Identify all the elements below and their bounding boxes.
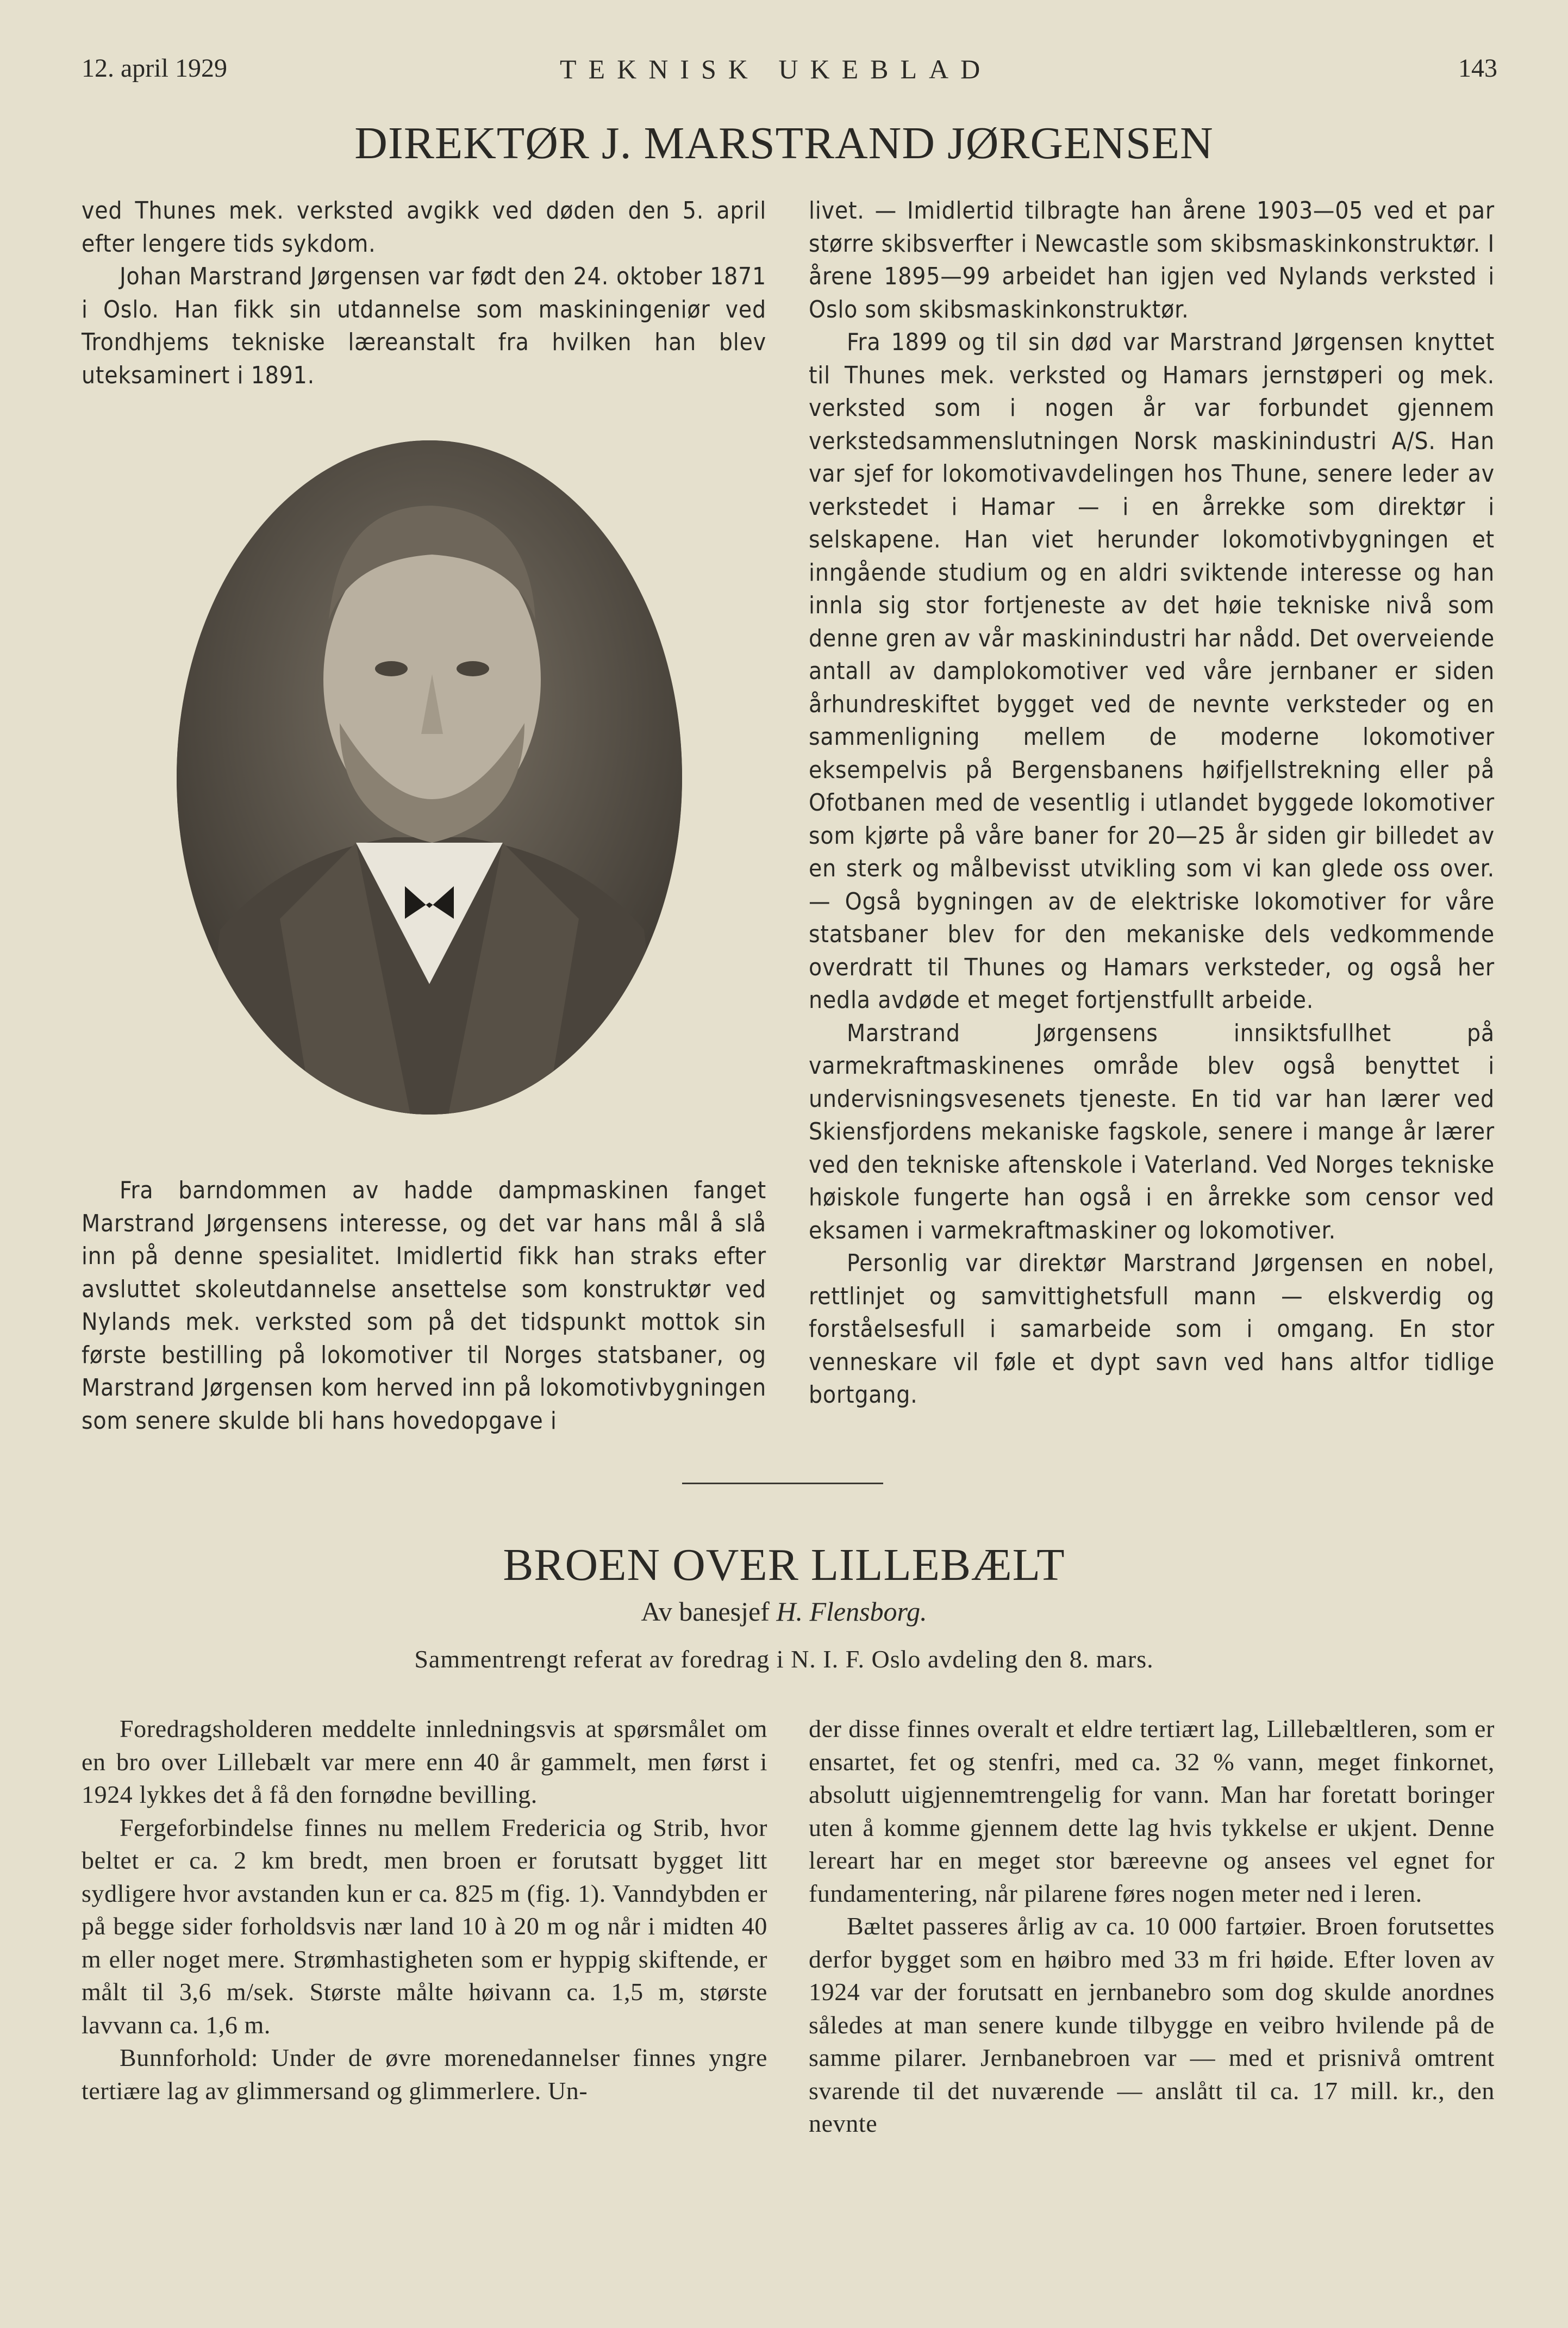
- paragraph: Fra barndommen av hadde dampmaskinen fanget Marstrand Jørgensens interesse, og det var hans mål å slå inn på denne spesialitet. Imidlertid fikk han straks efter avsluttet skoleutdannelse ansettelse som konstruktør ved Nylands mek. verksted som på det tidspunkt mottok sin første bestilling på lokomotiver til Norges statsbaner, og Marstrand Jørgensen kom herved inn på lokomotivbygningen som senere skulde bli hans hovedopgave i: [82, 1177, 766, 1435]
- article2-column1: [82, 1713, 767, 2107]
- paragraph: Marstrand Jørgensens innsiktsfullhet på varmekraftmaskinenes område blev også benyttet i undervisningsvesenets tjeneste. En tid var han lærer ved Skiensfjordens mekaniske fagskole, senere i mange år lærer ved den tekniske aftenskole i Vaterland. Ved Norges tekniske høiskole fungerte han også i en årrekke som censor ved eksamen i varmekraftmaskiner og lokomotiver.: [809, 1019, 1495, 1244]
- article1-title: DIREKTØR J. MARSTRAND JØRGENSEN: [354, 118, 1214, 169]
- article2-byline: [0, 1596, 1568, 1627]
- paragraph: Johan Marstrand Jørgensen var født den 24. oktober 1871 i Oslo. Han fikk sin utdannelse som maskiningeniør ved Trondhjems tekniske læreanstalt fra hvilken han blev uteksaminert i 1891.: [82, 263, 766, 389]
- paragraph: der disse finnes overalt et eldre tertiært lag, Lillebæltleren, som er ensartet, fet og stenfri, med ca. 32 % vann, meget finkornet, absolutt uigjennemtrengelig for vann. Man har foretatt boringer uten å komme gjennem dette lag hvis tykkelse er ukjent. Denne lereart har en meget stor bæreevne og ansees vel egnet for fundamentering, når pilarene føres nogen meter ned i leren.: [809, 1715, 1495, 1907]
- paragraph: ved Thunes mek. verksted avgikk ved døden den 5. april efter lengere tids sykdom.: [82, 197, 766, 258]
- article2-column2: [809, 1713, 1495, 2140]
- article2-subtitle: Sammentrengt referat av foredrag i N. I. F. Oslo avdeling den 8. mars.: [414, 1645, 1154, 1673]
- portrait-image: [177, 440, 682, 1115]
- paragraph: Fergeforbindelse finnes nu mellem Fredericia og Strib, hvor beltet er ca. 2 km bredt, men broen er forutsatt bygget litt sydligere hvor avstanden kun er ca. 825 m (fig. 1). Vanndybden er på begge sider forholdsvis nær land 10 à 20 m og når i midten 40 m eller noget mere. Strømhastigheten som er hyppig skiftende, er målt til 3,6 m/sek. Største målte høivann ca. 1,5 m, største lavvann ca. 1,6 m.: [82, 1813, 767, 2039]
- article2-title: BROEN OVER LILLEBÆLT: [503, 1540, 1065, 1590]
- section-divider: [682, 1483, 883, 1484]
- article1-column2: [809, 195, 1495, 1412]
- paragraph: Fra 1899 og til sin død var Marstrand Jørgensen knyttet til Thunes mek. verksted og Hamars jernstøperi og mek. verksted som i nogen år var forbundet gjennem verkstedsammenslutningen Norsk maskinindustri A/S. Han var sjef for lokomotivavdelingen hos Thune, senere leder av verkstedet i Hamar — i en årrekke som direktør i selskapene. Han viet herunder lokomotivbygningen et inngående studium og en aldri sviktende interesse og han innla sig stor fortjeneste av det høie tekniske nivå som denne gren av vår maskinindustri har nådd. Det overveiende antall av damplokomotiver ved våre jernbaner er siden århundreskiftet bygget ved de nevnte verksteder og en sammenligning mellem de moderne lokomotiver eksempelvis på Bergensbanens høifjellstrekning eller på Ofotbanen med de vesentlig i utlandet byggede lokomotiver som kjørte på våre baner for 20—25 år siden gir billedet av en sterk og målbevisst utvikling som vi kan glede oss over. — Også bygningen av de elektriske lokomotiver for våre statsbaner blev for den mekaniske dels vedkommende overdratt til Thunes og Hamars verksteder, og også her nedla avdøde et meget fortjenstfullt arbeide.: [809, 328, 1495, 1014]
- paragraph: Bunnforhold: Under de øvre morenedannelser finnes yngre tertiære lag av glimmersand og glimmerlere. Un-: [82, 2044, 767, 2105]
- article1-column1-top: [82, 195, 766, 392]
- portrait-photo: [177, 440, 682, 1115]
- header-date: 12. april 1929: [82, 54, 227, 83]
- article1-column1-bottom: [82, 1174, 766, 1437]
- header-page-number: 143: [1458, 54, 1497, 83]
- paragraph: Bæltet passeres årlig av ca. 10 000 fartøier. Broen forutsettes derfor bygget som en høibro med 33 m fri høide. Efter loven av 1924 var der forutsatt en jernbanebro som dog skulde anordnes således at man senere kunde tilbygge en veibro hvilende på de samme pilarer. Jernbanebroen var — med et prisnivå omtrent svarende til det nuværende — anslått til ca. 17 mill. kr., den nevnte: [809, 1912, 1495, 2137]
- paragraph: Foredragsholderen meddelte innledningsvis at spørsmålet om en bro over Lillebælt var mere enn 40 år gammelt, men først i 1924 lykkes det å få den fornødne bevilling.: [82, 1715, 767, 1808]
- byline-prefix: Av banesjef: [641, 1596, 770, 1627]
- header-publication: TEKNISK UKEBLAD: [560, 54, 992, 84]
- paragraph: Personlig var direktør Marstrand Jørgensen en nobel, rettlinjet og samvittighetsfull mann — elskverdig og forståelsesfull i samarbeide som i omgang. En stor venneskare vil føle et dypt savn ved hans altfor tidlige bortgang.: [809, 1249, 1495, 1409]
- paragraph: livet. — Imidlertid tilbragte han årene 1903—05 ved et par større skibsverfter i Newcastle som skibsmaskinkonstruktør. I årene 1895—99 arbeidet han igjen ved Nylands verksted i Oslo som skibsmaskinkonstruktør.: [809, 197, 1495, 323]
- byline-author: H. Flensborg.: [776, 1596, 927, 1627]
